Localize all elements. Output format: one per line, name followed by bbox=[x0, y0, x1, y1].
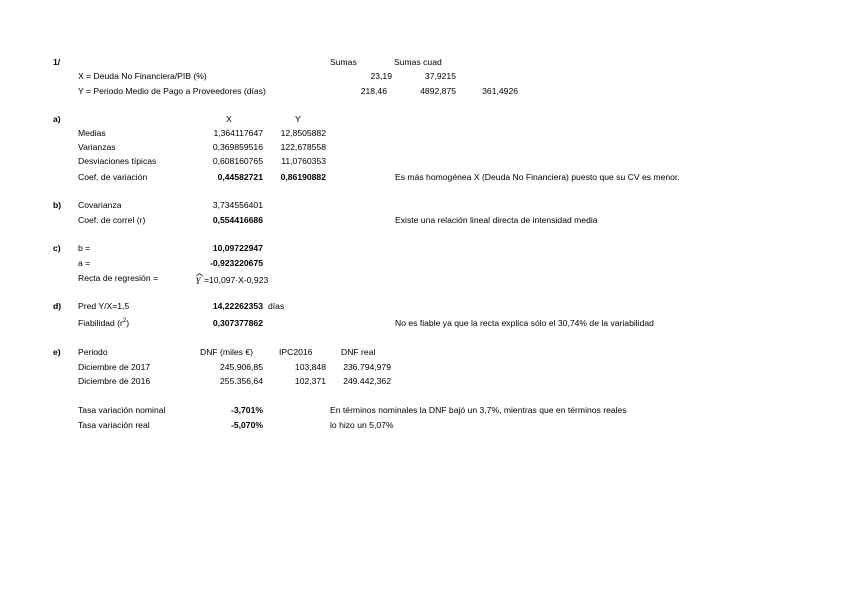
section-label-c: c) bbox=[53, 243, 61, 253]
header-sumas: Sumas bbox=[330, 57, 357, 67]
y-hat-symbol bbox=[195, 273, 204, 285]
dnf-2017: 245.906,85 bbox=[219, 362, 263, 372]
periodo-2017: Diciembre de 2017 bbox=[78, 362, 151, 372]
desviaciones-x: 0,608160765 bbox=[212, 156, 263, 166]
varianzas-x: 0,369859516 bbox=[212, 142, 263, 152]
correl-label: Coef. de correl (r) bbox=[78, 215, 146, 225]
section-label-b: b) bbox=[53, 200, 62, 210]
recta-equation bbox=[195, 273, 268, 286]
column-header-x: X bbox=[226, 114, 232, 124]
pred-label: Pred Y/X=1,5 bbox=[78, 301, 130, 311]
y-definition: Y = Periodo Medio de Pago a Proveedores (días) bbox=[78, 86, 266, 96]
covarianza-label: Covarianza bbox=[78, 200, 122, 210]
x-suma: 23,19 bbox=[370, 71, 392, 81]
header-ipc: IPC2016 bbox=[279, 347, 313, 357]
correl-value: 0,554416686 bbox=[212, 215, 263, 225]
x-suma-cuad: 37,9215 bbox=[424, 71, 456, 81]
section-label-e: e) bbox=[53, 347, 61, 357]
tasa-real-label: Tasa variación real bbox=[78, 420, 150, 430]
ipc-2017: 103,848 bbox=[294, 362, 326, 372]
recta-label: Recta de regresión = bbox=[78, 273, 159, 283]
fiabilidad-label-text: Fiabilidad (r bbox=[78, 318, 123, 328]
section-label-1: 1/ bbox=[53, 57, 61, 67]
a-coef-label: a = bbox=[78, 258, 91, 268]
svg-text:Y: Y bbox=[195, 276, 201, 285]
tasa-real-value: -5,070% bbox=[230, 420, 263, 430]
xy-suma: 361,4926 bbox=[482, 86, 518, 96]
b-coef-value: 10,09722947 bbox=[212, 243, 263, 253]
y-suma: 218,46 bbox=[360, 86, 387, 96]
desviaciones-label: Desviaciones típicas bbox=[78, 156, 157, 166]
varianzas-label: Varianzas bbox=[78, 142, 116, 152]
header-dnf: DNF (miles €) bbox=[200, 347, 253, 357]
medias-x: 1,364117647 bbox=[213, 128, 263, 138]
correl-comment: Existe una relación lineal directa de intensidad media bbox=[395, 215, 598, 225]
header-dnf-real: DNF real bbox=[341, 347, 376, 357]
coef-variacion-y: 0,86190882 bbox=[280, 172, 326, 182]
dnf-comment-line-2: lo hizo un 5,07% bbox=[330, 420, 394, 430]
varianzas-y: 122,678558 bbox=[280, 142, 326, 152]
dnf-real-2017: 236.794,979 bbox=[343, 362, 391, 372]
dnf-real-2016: 249.442,362 bbox=[343, 376, 391, 386]
coef-variacion-label: Coef. de variación bbox=[78, 172, 148, 182]
b-coef-label: b = bbox=[78, 243, 91, 253]
column-header-y: Y bbox=[295, 114, 301, 124]
section-label-d: d) bbox=[53, 301, 62, 311]
tasa-nominal-label: Tasa variación nominal bbox=[78, 405, 166, 415]
header-periodo: Periodo bbox=[78, 347, 108, 357]
fiabilidad-value: 0,307377862 bbox=[212, 318, 263, 328]
dnf-2016: 255.356,64 bbox=[219, 376, 263, 386]
fiabilidad-exponent: 2 bbox=[122, 318, 127, 324]
medias-y: 12,8505882 bbox=[280, 128, 326, 138]
dnf-comment-line-1: En términos nominales la DNF bajó un 3,7%, mientras que en términos reales bbox=[330, 405, 627, 415]
medias-label: Medias bbox=[78, 128, 106, 138]
pred-unit: días bbox=[268, 301, 285, 311]
fiabilidad-label bbox=[78, 318, 129, 329]
fiabilidad-label-close: ) bbox=[126, 318, 130, 328]
recta-equation-text: =10,097·X-0,923 bbox=[204, 275, 269, 285]
ipc-2016: 102,371 bbox=[294, 376, 326, 386]
covarianza-value: 3,734556401 bbox=[212, 200, 263, 210]
pred-value: 14,22262353 bbox=[212, 301, 263, 311]
a-coef-value: -0,923220675 bbox=[209, 258, 263, 268]
tasa-nominal-value: -3,701% bbox=[230, 405, 263, 415]
section-label-a: a) bbox=[53, 114, 61, 124]
coef-variacion-x: 0,44582721 bbox=[217, 172, 263, 182]
y-suma-cuad: 4892,875 bbox=[420, 86, 456, 96]
header-sumas-cuad: Sumas cuad bbox=[394, 57, 442, 67]
x-definition: X = Deuda No Financiera/PIB (%) bbox=[78, 71, 207, 81]
fiabilidad-comment: No es fiable ya que la recta explica sólo el 30,74% de la variabilidad bbox=[395, 318, 654, 328]
homogeneity-comment: Es más homogénea X (Deuda No Financiera) puesto que su CV es menor. bbox=[395, 172, 680, 182]
periodo-2016: Diciembre de 2016 bbox=[78, 376, 151, 386]
desviaciones-y: 11,0760353 bbox=[281, 156, 326, 166]
